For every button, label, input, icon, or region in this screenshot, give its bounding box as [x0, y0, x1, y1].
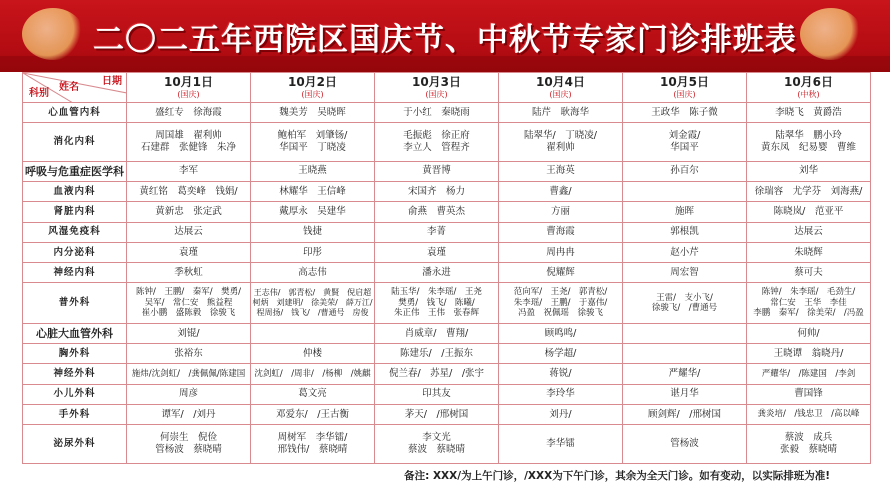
table-row	[23, 405, 871, 425]
schedule-cell: 陈建乐/ /王振东	[375, 344, 499, 364]
schedule-cell: 何帅/	[747, 323, 871, 343]
schedule-cell: 钱捷	[251, 222, 375, 242]
schedule-cell: 陈钟/ 朱李瑶/ 毛劲生/ 常仁安 王华 李佳 李鹏 秦军/ 徐美荣/ /冯盈	[747, 283, 871, 324]
dept-name: 神经内科	[23, 263, 127, 283]
schedule-cell: 魏美芳 吴晓晖	[251, 103, 375, 123]
schedule-cell: 曹海霞	[499, 222, 623, 242]
schedule-cell: 施晖	[623, 202, 747, 222]
dept-name: 风湿免疫科	[23, 222, 127, 242]
schedule-cell: 潘永进	[375, 263, 499, 283]
schedule-cell: 李玲华	[499, 384, 623, 404]
table-row	[23, 161, 871, 181]
schedule-cell: 陆翠华 鹏小玲 黄东凤 纪易婴 曹维	[747, 123, 871, 162]
footer-note: 备注: XXX/为上午门诊，/XXX为下午门诊，其余为全天门诊。如有变动，以实际排班为准!	[404, 470, 830, 482]
schedule-cell: 仲楼	[251, 344, 375, 364]
day-holiday: (国庆)	[177, 90, 200, 99]
schedule-cell: 顾鸣鸣/	[499, 323, 623, 343]
schedule-cell: 管杨波	[623, 425, 747, 464]
corner-name-label: 姓名	[59, 82, 79, 93]
day-header	[251, 73, 375, 103]
schedule-cell: 李晓飞 黄爵浩	[747, 103, 871, 123]
table-row	[23, 425, 871, 464]
dept-name: 呼吸与危重症医学科	[23, 161, 127, 181]
schedule-cell: 李华镭	[499, 425, 623, 464]
corner-dept-label: 科别	[29, 87, 49, 99]
page-title: 二〇二五年西院区国庆节、中秋节专家门诊排班表	[93, 22, 797, 58]
schedule-cell: 李菁	[375, 222, 499, 242]
corner-cell	[23, 73, 127, 103]
schedule-cell: 杨学超/	[499, 344, 623, 364]
schedule-cell: 王晓谭 翁晓丹/	[747, 344, 871, 364]
table-row	[23, 103, 871, 123]
schedule-cell: 郭根凯	[623, 222, 747, 242]
day-holiday: (国庆)	[301, 90, 324, 99]
schedule-cell: 葛文亮	[251, 384, 375, 404]
schedule-cell: 赵小芹	[623, 242, 747, 262]
schedule-cell: 周宏智	[623, 263, 747, 283]
dept-name: 手外科	[23, 405, 127, 425]
schedule-cell: 蔡可夫	[747, 263, 871, 283]
schedule-cell: 邓爱东/ /王古衡	[251, 405, 375, 425]
schedule-cell: 印其友	[375, 384, 499, 404]
schedule-cell: 朱晓辉	[747, 242, 871, 262]
schedule-cell: 严耀华/	[623, 364, 747, 384]
schedule-cell: 谌月华	[623, 384, 747, 404]
schedule-cell: 蔡波 成兵 张毅 蔡晓晴	[747, 425, 871, 464]
table-row	[23, 182, 871, 202]
table-row	[23, 242, 871, 262]
schedule-cell: 王政华 陈子微	[623, 103, 747, 123]
schedule-cell: 倪耀辉	[499, 263, 623, 283]
schedule-cell: 俞燕 曹英杰	[375, 202, 499, 222]
schedule-cell: 于小红 秦晓雨	[375, 103, 499, 123]
schedule-cell: 蒋锐/	[499, 364, 623, 384]
schedule-cell: 林耀华 王信峰	[251, 182, 375, 202]
schedule-cell: 陈晓岚/ 范亚平	[747, 202, 871, 222]
dept-name: 消化内科	[23, 123, 127, 162]
dept-name: 神经外科	[23, 364, 127, 384]
schedule-cell	[251, 323, 375, 343]
schedule-cell: 戴厚永 吴建华	[251, 202, 375, 222]
day-holiday: (国庆)	[425, 90, 448, 99]
schedule-cell: 毛振彪 徐正府 李立人 管程齐	[375, 123, 499, 162]
schedule-cell: 印彤	[251, 242, 375, 262]
table-row	[23, 384, 871, 404]
schedule-cell: 孙百尔	[623, 161, 747, 181]
schedule-cell: 刘金霞/ 华国平	[623, 123, 747, 162]
day-holiday: (中秋)	[797, 90, 820, 99]
schedule-cell: 顾剑辉/ /邢树国	[623, 405, 747, 425]
day-header	[747, 73, 871, 103]
day-date: 10月6日	[783, 75, 834, 89]
schedule-cell: 施炜/沈剑虹/ /龚佩佩/陈建国	[127, 364, 251, 384]
schedule-cell: 李军	[127, 161, 251, 181]
corner-date-label: 日期	[102, 76, 122, 87]
schedule-cell: 沈剑虹/ /周非/ /杨柳 /姚麒	[251, 364, 375, 384]
schedule-cell: 范向军/ 王尧/ 郭青松/ 朱李瑶/ 王鹏/ 于嘉伟/ 冯盈 祝佩瑶 徐骏飞	[499, 283, 623, 324]
schedule-cell: 王海英	[499, 161, 623, 181]
schedule-cell: 达展云	[127, 222, 251, 242]
schedule-cell: 周国雄 翟利帅 石建群 张健锋 朱净	[127, 123, 251, 162]
schedule-cell: 周树军 李华镭/ 邢钱伟/ 蔡晓晴	[251, 425, 375, 464]
dept-name: 心血管内科	[23, 103, 127, 123]
header-banner	[0, 0, 890, 72]
schedule-cell: 周彦	[127, 384, 251, 404]
dept-name: 内分泌科	[23, 242, 127, 262]
schedule-cell: 方丽	[499, 202, 623, 222]
schedule-cell: 陆翠华/ 丁晓凌/ 翟利帅	[499, 123, 623, 162]
dept-name: 血液内科	[23, 182, 127, 202]
table-row	[23, 323, 871, 343]
schedule-cell: 达展云	[747, 222, 871, 242]
day-date: 10月2日	[287, 75, 338, 89]
schedule-cell: 宋国齐 杨力	[375, 182, 499, 202]
schedule-table	[22, 72, 871, 464]
day-header	[499, 73, 623, 103]
day-header	[127, 73, 251, 103]
schedule-cell: 陆芹 耿海华	[499, 103, 623, 123]
schedule-cell: 严耀华/ /陈建国 /李剑	[747, 364, 871, 384]
dept-name: 胸外科	[23, 344, 127, 364]
schedule-cell: 倪兰春/ 苏星/ /张宇	[375, 364, 499, 384]
schedule-cell: 李文光 蔡波 蔡晓晴	[375, 425, 499, 464]
schedule-cell: 刘锟/	[127, 323, 251, 343]
schedule-cell: 何崇生 倪俭 管杨波 蔡晓晴	[127, 425, 251, 464]
header-row	[23, 73, 871, 103]
table-row	[23, 202, 871, 222]
schedule-cell: 曹鑫/	[499, 182, 623, 202]
schedule-cell: 肖威章/ 曹翔/	[375, 323, 499, 343]
schedule-cell: 黄新忠 张定武	[127, 202, 251, 222]
schedule-cell: 袁瑾	[127, 242, 251, 262]
schedule-cell: 黄红铭 葛奕峰 钱娟/	[127, 182, 251, 202]
schedule-cell: 刘华	[747, 161, 871, 181]
schedule-cell: 盛红专 徐海霞	[127, 103, 251, 123]
day-date: 10月5日	[659, 75, 710, 89]
schedule-cell: 高志伟	[251, 263, 375, 283]
schedule-cell: 张裕东	[127, 344, 251, 364]
table-row	[23, 222, 871, 242]
table-row	[23, 364, 871, 384]
schedule-cell: 季秋虹	[127, 263, 251, 283]
schedule-cell: 王晓燕	[251, 161, 375, 181]
schedule-cell: 陆玉华/ 朱李瑶/ 王尧 樊勇/ 钱飞/ 陈曦/ 朱正伟 王伟 张春辉	[375, 283, 499, 324]
table-row	[23, 123, 871, 162]
schedule-cell: 袁瑾	[375, 242, 499, 262]
day-holiday: (国庆)	[673, 90, 696, 99]
schedule-cell: 周冉冉	[499, 242, 623, 262]
schedule-cell: 鲍柏军 刘肇钖/ 华国平 丁晓凌	[251, 123, 375, 162]
dept-name: 肾脏内科	[23, 202, 127, 222]
table-row	[23, 344, 871, 364]
dept-name: 小儿外科	[23, 384, 127, 404]
day-header	[623, 73, 747, 103]
day-date: 10月4日	[535, 75, 586, 89]
day-header	[375, 73, 499, 103]
dept-name: 心脏大血管外科	[23, 323, 127, 343]
table-row	[23, 263, 871, 283]
day-holiday: (国庆)	[549, 90, 572, 99]
schedule-cell: 龚炎培/ /钱忠卫 /高以峰	[747, 405, 871, 425]
schedule-cell: 谭军/ /刘丹	[127, 405, 251, 425]
schedule-cell	[623, 323, 747, 343]
schedule-cell	[623, 344, 747, 364]
schedule-cell	[623, 182, 747, 202]
schedule-cell: 刘丹/	[499, 405, 623, 425]
dept-name: 泌尿外科	[23, 425, 127, 464]
schedule-cell: 王志伟/ 郭青松/ 黄賢 倪启超 柯炳 刘建明/ 徐美荣/ 薛万江/ 程周扬/ 钱飞/ /曹通号 房俊	[251, 283, 375, 324]
day-date: 10月1日	[163, 75, 214, 89]
schedule-cell: 陈钟/ 王鹏/ 秦军/ 樊勇/ 吴军/ 常仁安 熊益程 崔小鹏 盛陈毅 徐骏飞	[127, 283, 251, 324]
schedule-cell: 茅天/ /邢树国	[375, 405, 499, 425]
table-row	[23, 283, 871, 324]
dept-name: 普外科	[23, 283, 127, 324]
schedule-cell: 曹国锋	[747, 384, 871, 404]
schedule-cell: 王雷/ 支小飞/ 徐骏飞/ /曹通号	[623, 283, 747, 324]
schedule-cell: 徐瑞容 尤学芬 刘海燕/	[747, 182, 871, 202]
schedule-cell: 黄晋博	[375, 161, 499, 181]
day-date: 10月3日	[411, 75, 462, 89]
